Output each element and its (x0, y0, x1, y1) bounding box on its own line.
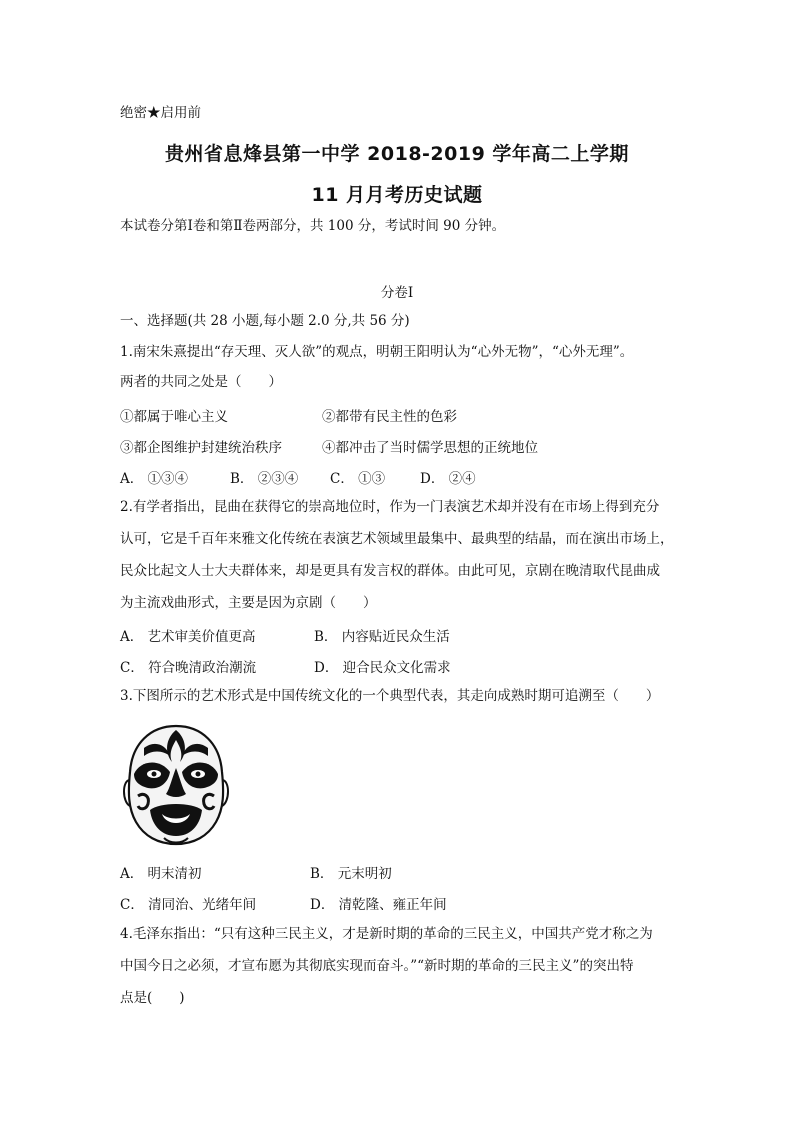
option-d: D． ②④ (420, 471, 476, 487)
statement: ②都带有民主性的色彩 (322, 409, 457, 425)
section-heading: 一、选择题(共 28 小题,每小题 2.0 分,共 56 分) (120, 313, 410, 329)
question-text-line: 两者的共同之处是（ ） (120, 374, 282, 390)
section-name: 分卷Ⅰ (380, 285, 414, 301)
option-d: D． 清乾隆、雍正年间 (310, 897, 447, 913)
page-title-line1: 贵州省息烽县第一中学 2018-2019 学年高二上学期 (165, 143, 629, 165)
option-a: A． 艺术审美价值更高 (120, 629, 256, 645)
option-c: C． 清同治、光绪年间 (120, 897, 257, 913)
exam-intro: 本试卷分第Ⅰ卷和第Ⅱ卷两部分，共 100 分，考试时间 90 分钟。 (120, 218, 506, 234)
question-text-line: 1.南宋朱熹提出“存天理、灭人欲”的观点，明朝王阳明认为“心外无物”，“心外无理”。 (120, 344, 634, 360)
option-b: B． ②③④ (230, 471, 299, 487)
question-text-line: 4.毛泽东指出：“只有这种三民主义，才是新时期的革命的三民主义，中国共产党才称之为 (120, 926, 653, 942)
page-title-line2: 11 月月考历史试题 (311, 184, 483, 206)
option-a: A． ①③④ (120, 471, 189, 487)
question-text-line: 3.下图所示的艺术形式是中国传统文化的一个典型代表，其走向成熟时期可追溯至（ ） (120, 688, 660, 704)
option-a: A． 明末清初 (120, 866, 202, 882)
question-text-line: 点是( ) (120, 990, 185, 1006)
option-d: D． 迎合民众文化需求 (314, 660, 451, 676)
question-text-line: 认可，它是千百年来雅文化传统在表演艺术领域里最集中、最典型的结晶，而在演出市场上， (120, 531, 674, 547)
statement: ①都属于唯心主义 (120, 409, 228, 425)
option-c: C． ①③ (330, 471, 386, 487)
question-text-line: 中国今日之必须，才宣布愿为其彻底实现而奋斗。”“新时期的革命的三民主义”的突出特 (120, 958, 634, 974)
statement: ③都企图维护封建统治秩序 (120, 440, 282, 456)
question-text-line: 为主流戏曲形式，主要是因为京剧（ ） (120, 595, 377, 611)
question-text-line: 民众比起文人士大夫群体来，却是更具有发言权的群体。由此可见，京剧在晚清取代昆曲成 (120, 563, 660, 579)
option-b: B． 内容贴近民众生活 (314, 629, 450, 645)
statement: ④都冲击了当时儒学思想的正统地位 (322, 440, 538, 456)
option-b: B． 元末明初 (310, 866, 392, 882)
option-c: C． 符合晚清政治潮流 (120, 660, 257, 676)
peking-opera-mask-icon (120, 722, 232, 848)
question-text-line: 2.有学者指出，昆曲在获得它的崇高地位时，作为一门表演艺术却并没有在市场上得到充分 (120, 499, 660, 515)
confidential-label: 绝密★启用前 (120, 105, 201, 121)
